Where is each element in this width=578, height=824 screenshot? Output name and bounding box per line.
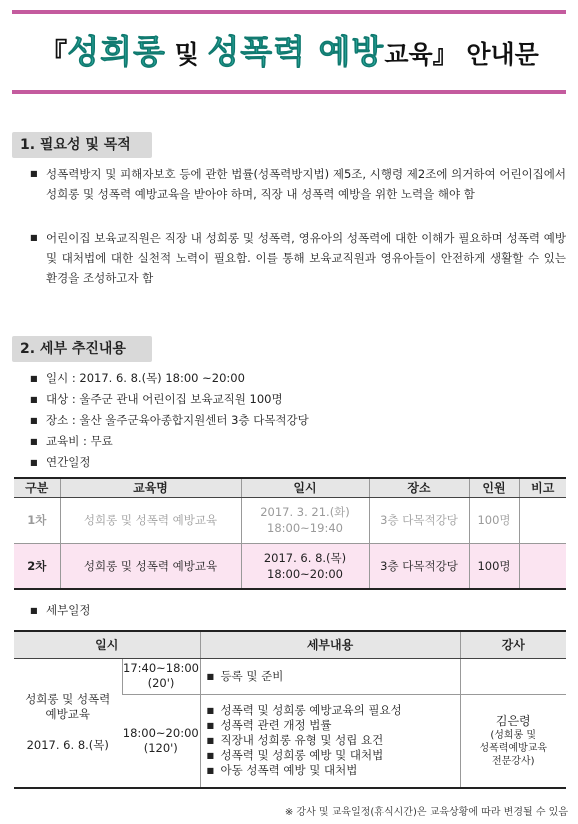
list-item-fee: ■ 교육비 : 무료	[30, 431, 309, 452]
list-item: ■ 성폭력 관련 개정 법률	[206, 718, 332, 733]
bullet-icon: ■	[206, 721, 215, 731]
page-title	[0, 26, 578, 73]
bullet-icon: ■	[30, 606, 38, 615]
detail-schedule-table	[14, 630, 566, 789]
table-row: 2차 성희롱 및 성폭력 예방교육 2017. 6. 8.(목) 18:00~20:00 3층 다목적강당 100명	[14, 543, 566, 589]
table-row: 1차 성희롱 및 성폭력 예방교육 2017. 3. 21.(화) 18:00~19:40 3층 다목적강당 100명	[14, 497, 566, 543]
section1-heading: 1. 필요성 및 목적	[12, 132, 152, 158]
list-item: ■ 등록 및 준비	[206, 668, 284, 683]
title-conjunction: 및	[165, 40, 208, 69]
bullet-icon: ■	[30, 374, 38, 383]
slot1-content-cell	[200, 658, 460, 694]
list-item: ■ 아동 성폭력 예방 및 대처법	[206, 763, 358, 778]
bullet-icon: ■	[30, 437, 38, 446]
title-close: 』 안내문	[432, 40, 539, 69]
bullet-icon: ■	[30, 395, 38, 404]
list-item-datetime: ■ 일시 : 2017. 6. 8.(목) 18:00 ~20:00	[30, 368, 309, 389]
list-item-target: ■ 대상 : 울주군 관내 어린이집 보육교직원 100명	[30, 389, 309, 410]
title-tail: 교육	[384, 40, 433, 69]
section2-heading: 2. 세부 추진내용	[12, 336, 152, 362]
slot1-time-cell: 17:40~18:00 (20')	[122, 658, 200, 694]
bullet-icon: ■	[206, 751, 215, 761]
list-item: ■ 성폭력 및 성희롱 예방 및 대처법	[206, 748, 384, 763]
annual-schedule-table	[14, 477, 566, 590]
list-item: ■ 성폭력 및 성희롱 예방교육의 필요성	[206, 703, 402, 718]
bullet-icon: ■	[206, 736, 215, 746]
bullet-icon: ■	[206, 706, 215, 716]
detail-schedule-label: ■ 세부일정	[30, 600, 90, 621]
list-item-annual-schedule: ■ 연간일정	[30, 452, 309, 473]
slot2-content-cell	[200, 694, 460, 788]
bullet-icon: ■	[30, 233, 38, 242]
table-header-row: 구분 교육명 일시 장소 인원 비고	[14, 478, 566, 497]
event-cell: 성희롱 및 성폭력 예방교육 2017. 6. 8.(목)	[14, 658, 122, 788]
bullet-icon: ■	[30, 416, 38, 425]
bullet-icon: ■	[206, 671, 215, 681]
slot2-time-cell: 18:00~20:00 (120')	[122, 694, 200, 788]
detail-list	[30, 368, 309, 473]
title-bottom-divider	[12, 90, 566, 94]
table-row	[14, 658, 566, 694]
purpose-paragraph-2: ■ 어린이집 보육교직원은 직장 내 성희롱 및 성폭력, 영유아의 성폭력에 대한 이해가 필요하며 성폭력 예방 및 대처법에 대한 실천적 노력이 필요함. 이를 통해 보육교직원과 영유아들이 안전하게 생활할 수 있는 환경을 조성하고자 함	[30, 228, 566, 288]
bullet-icon: ■	[30, 169, 38, 178]
title-open-bracket: 『	[39, 37, 68, 70]
list-item: ■ 직장내 성희롱 유형 및 성립 요건	[206, 733, 384, 748]
table-header-row: 일시 세부내용 강사	[14, 631, 566, 658]
list-item-place: ■ 장소 : 울산 울주군육아종합지원센터 3층 다목적강당	[30, 410, 309, 431]
title-word-harassment: 성희롱	[67, 32, 166, 71]
purpose-paragraph-1: ■ 성폭력방지 및 피해자보호 등에 관한 법률(성폭력방지법) 제5조, 시행령 제2조에 의거하여 어린이집에서 성희롱 및 성폭력 예방교육을 받아야 하며, 직장 내 성폭력 예방을 위한 노력을 해야 함	[30, 164, 566, 204]
top-divider	[12, 10, 566, 14]
footnote: ※ 강사 및 교육일정(휴식시간)은 교육상황에 따라 변경될 수 있음	[284, 807, 568, 818]
title-word-violence-prevention: 성폭력 예방	[207, 32, 385, 71]
lecturer-cell: 김은령 (성희롱 및 성폭력예방교육 전문강사)	[460, 694, 566, 788]
bullet-icon: ■	[206, 766, 215, 776]
bullet-icon: ■	[30, 458, 38, 467]
